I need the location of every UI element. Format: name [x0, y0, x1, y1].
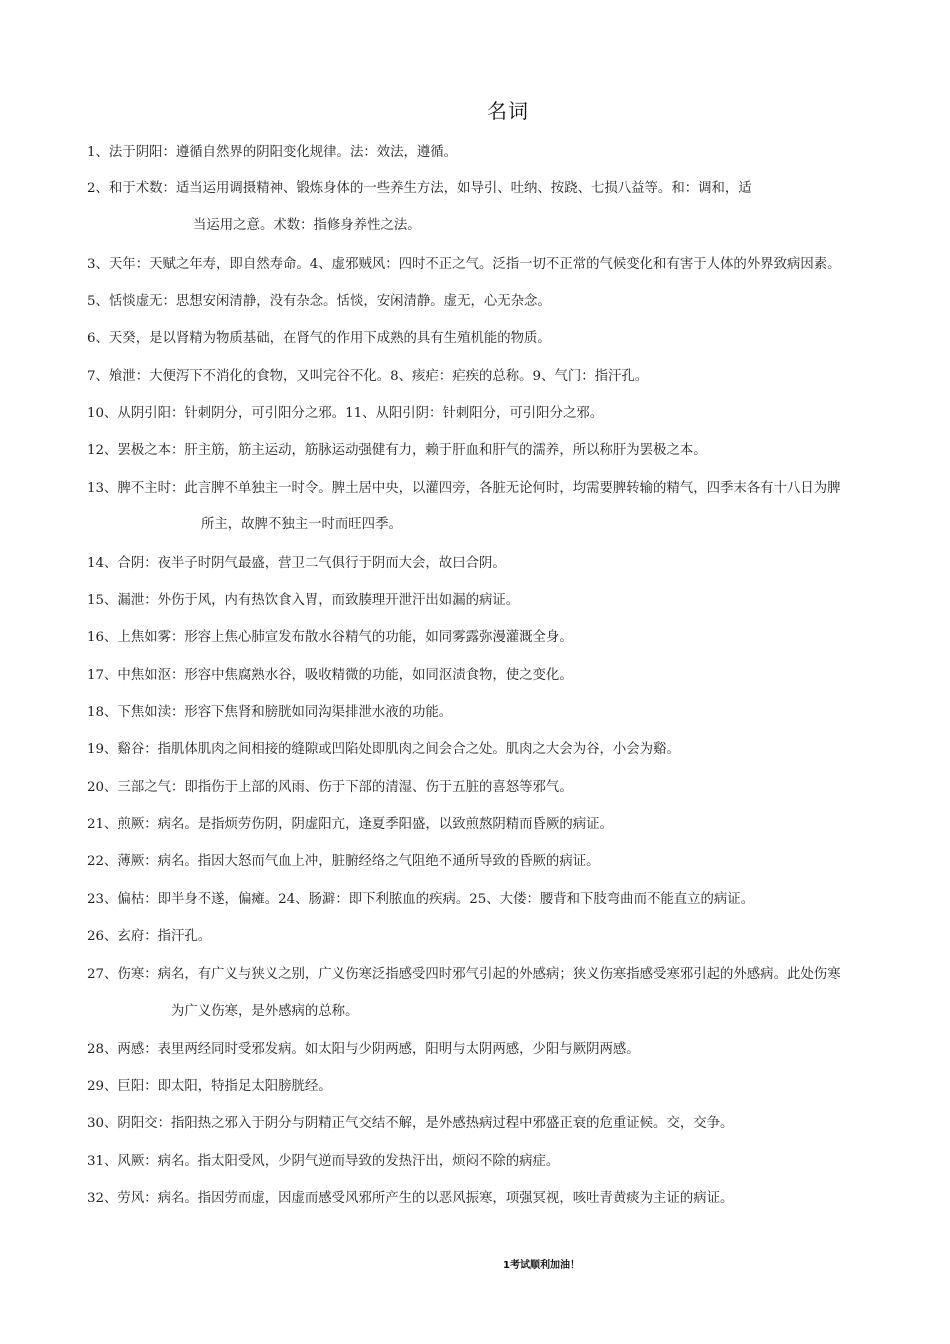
list-item: 1、法于阴阳：遵循自然界的阴阳变化规律。法：效法，遵循。 — [87, 145, 458, 160]
list-item: 21、煎厥：病名。是指烦劳伤阴，阴虚阳亢，逢夏季阳盛，以致煎熬阴精而昏厥的病证。 — [87, 817, 613, 832]
list-item: 17、中焦如沤：形容中焦腐熟水谷，吸收精微的功能，如同沤渍食物，使之变化。 — [87, 668, 573, 683]
list-item: 19、谿谷：指肌体肌肉之间相接的缝隙或凹陷处即肌肉之间会合之处。肌肉之大会为谷，小会为谿。 — [87, 742, 680, 757]
list-item: 26、玄府：指汗孔。 — [87, 929, 212, 944]
list-item: 20、三部之气：即指伤于上部的风雨、伤于下部的清湿、伤于五脏的喜怒等邪气。 — [87, 780, 573, 795]
list-item: 32、劳风：病名。指因劳而虚，因虚而感受风邪所产生的以恶风振寒，项强冥视，咳吐青黄痰为主证的病证。 — [87, 1191, 734, 1206]
list-item: 28、两感：表里两经同时受邪发病。如太阳与少阴两感，阳明与太阴两感，少阳与厥阴两感。 — [87, 1042, 640, 1057]
list-item: 31、风厥：病名。指太阳受风，少阴气逆而导致的发热汗出，烦闷不除的病症。 — [87, 1154, 560, 1169]
page-footer: 1考试顺利加油！ — [503, 1260, 580, 1271]
page-title: 名词 — [487, 99, 529, 123]
list-item: 6、天癸，是以肾精为物质基础，在肾气的作用下成熟的具有生殖机能的物质。 — [87, 331, 551, 346]
list-item: 13、脾不主时：此言脾不单独主一时令。脾土居中央，以灌四旁，各脏无论何时，均需要脾转输的精气，四季末各有十八日为脾 — [87, 481, 841, 496]
list-item: 23、偏枯：即半身不遂，偏瘫。24、肠澼：即下利脓血的疾病。25、大偻：腰背和下肢弯曲而不能直立的病证。 — [87, 892, 755, 907]
list-item: 10、从阴引阳：针刺阴分，可引阳分之邪。11、从阳引阴：针刺阳分，可引阳分之邪。 — [87, 406, 604, 421]
list-item: 16、上焦如雾：形容上焦心肺宣发布散水谷精气的功能，如同雾露弥漫灌溉全身。 — [87, 630, 573, 645]
list-item: 14、合阴：夜半子时阴气最盛，营卫二气俱行于阴而大会，故曰合阴。 — [87, 556, 506, 571]
list-item: 15、漏泄：外伤于风，内有热饮食入胃，而致腠理开泄汗出如漏的病证。 — [87, 593, 520, 608]
list-item: 5、恬惔虚无：思想安闲清静，没有杂念。恬惔，安闲清静。虚无，心无杂念。 — [87, 294, 551, 309]
list-item: 27、伤寒：病名，有广义与狭义之别，广义伤寒泛指感受四时邪气引起的外感病；狭义伤寒指感受寒邪引起的外感病。此处伤寒 — [87, 967, 841, 982]
list-item-continuation: 当运用之意。术数：指修身养性之法。 — [193, 218, 421, 233]
list-item: 12、罢极之本：肝主筋，筋主运动，筋脉运动强健有力，赖于肝血和肝气的濡养，所以称肝为罢极之本。 — [87, 443, 707, 458]
list-item: 29、巨阳：即太阳，特指足太阳膀胱经。 — [87, 1079, 332, 1094]
list-item-continuation: 所主，故脾不独主一时而旺四季。 — [201, 517, 402, 532]
list-item: 7、飧泄：大便泻下不消化的食物，又叫完谷不化。8、痎疟：疟疾的总称。9、气门：指汗孔。 — [87, 369, 649, 384]
list-item: 22、薄厥：病名。指因大怒而气血上冲，脏腑经络之气阻绝不通所导致的昏厥的病证。 — [87, 854, 600, 869]
list-item: 3、天年：天赋之年寿，即自然寿命。4、虚邪贼风：四时不正之气。泛指一切不正常的气候变化和有害于人体的外界致病因素。 — [87, 257, 841, 272]
list-item: 18、下焦如渎：形容下焦肾和膀胱如同沟渠排泄水液的功能。 — [87, 705, 453, 720]
list-item-continuation: 为广义伤寒，是外感病的总称。 — [171, 1004, 359, 1019]
list-item: 30、阴阳交：指阳热之邪入于阴分与阴精正气交结不解，是外感热病过程中邪盛正衰的危重证候。交，交争。 — [87, 1116, 734, 1131]
list-item: 2、和于术数：适当运用调摄精神、锻炼身体的一些养生方法，如导引、吐纳、按跷、七损八益等。和：调和，适 — [87, 181, 752, 196]
